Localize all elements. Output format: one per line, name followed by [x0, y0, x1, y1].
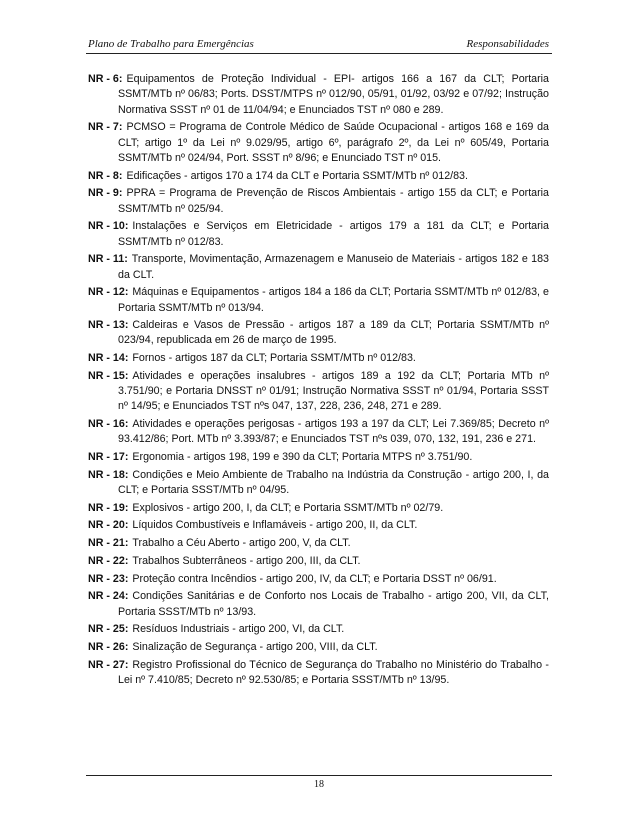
regulation-entry — [88, 219, 549, 250]
regulation-text: Transporte, Movimentação, Armazenagem e Manuseio de Materiais - artigos 182 e 183 da CLT. — [118, 253, 549, 281]
regulation-entry — [88, 501, 549, 516]
regulation-text: Caldeiras e Vasos de Pressão - artigos 187 a 189 da CLT; Portaria SSMT/MTb nº 023/94, republicada em 26 de março de 1995. — [118, 319, 549, 347]
regulation-code: NR - 13: — [88, 319, 129, 332]
header-rule — [86, 53, 552, 54]
regulation-entry — [88, 518, 549, 533]
regulation-text: Trabalho a Céu Aberto - artigo 200, V, da CLT. — [132, 537, 351, 550]
regulation-list — [88, 72, 549, 691]
regulation-text: Atividades e operações insalubres - artigos 189 a 192 da CLT; Portaria MTb nº 3.751/90; e Portaria DNSST nº 01/91; Instrução Normativa SSST nº 01/94, Portaria SSST nº 14/95; e Enunciados TST nºs 047, 137, 228, 236, 248, 271 e 289. — [118, 369, 549, 413]
regulation-text: Edificações - artigos 170 a 174 da CLT e Portaria SSMT/MTb nº 012/83. — [126, 169, 468, 182]
regulation-code: NR - 19: — [88, 501, 129, 514]
regulation-text: Proteção contra Incêndios - artigo 200, IV, da CLT; e Portaria DSST nº 06/91. — [132, 572, 497, 585]
regulation-text: Condições e Meio Ambiente de Trabalho na Indústria da Construção - artigo 200, I, da CLT; e Portaria SSST/MTb nº 04/95. — [118, 468, 549, 497]
regulation-code: NR - 17: — [88, 451, 129, 464]
regulation-text: Ergonomia - artigos 198, 199 e 390 da CLT; Portaria MTPS nº 3.751/90. — [132, 451, 473, 464]
regulation-code: NR - 11: — [88, 253, 128, 266]
regulation-text: Registro Profissional do Técnico de Segurança do Trabalho no Ministério do Trabalho - Lei nº 7.410/85; Decreto nº 92.530/85; e Portaria SSST/MTb nº 13/95. — [118, 658, 549, 686]
header-section-title: Responsabilidades — [466, 38, 549, 50]
regulation-code: NR - 20: — [88, 519, 129, 532]
regulation-text: Máquinas e Equipamentos - artigos 184 a 186 da CLT; Portaria SSMT/MTb nº 012/83, e Portaria SSMT/MTb nº 013/94. — [118, 286, 549, 314]
regulation-code: NR - 18: — [88, 468, 129, 481]
page-header — [88, 38, 549, 52]
regulation-text: Resíduos Industriais - artigo 200, VI, da CLT. — [132, 623, 345, 636]
regulation-entry — [88, 658, 549, 689]
footer-rule — [86, 775, 552, 776]
regulation-entry — [88, 186, 549, 217]
regulation-entry — [88, 72, 549, 118]
regulation-entry — [88, 640, 549, 655]
regulation-code: NR - 8: — [88, 169, 123, 182]
regulation-code: NR - 7: — [88, 121, 123, 134]
regulation-code: NR - 15: — [88, 369, 129, 382]
regulation-code: NR - 27: — [88, 658, 129, 671]
regulation-code: NR - 24: — [88, 590, 129, 603]
regulation-entry — [88, 622, 549, 637]
regulation-text: Sinalização de Segurança - artigo 200, VIII, da CLT. — [132, 640, 378, 653]
regulation-code: NR - 12: — [88, 286, 129, 299]
regulation-text: Condições Sanitárias e de Conforto nos Locais de Trabalho - artigo 200, VII, da CLT, Portaria SSST/MTb nº 13/93. — [118, 590, 549, 618]
regulation-code: NR - 21: — [88, 537, 129, 550]
regulation-code: NR - 16: — [88, 418, 129, 431]
regulation-code: NR - 25: — [88, 623, 129, 636]
regulation-entry — [88, 536, 549, 551]
regulation-entry — [88, 120, 549, 166]
regulation-entry — [88, 285, 549, 316]
regulation-entry — [88, 417, 549, 448]
regulation-code: NR - 9: — [88, 187, 123, 200]
regulation-entry — [88, 468, 549, 499]
regulation-entry — [88, 589, 549, 620]
regulation-entry — [88, 351, 549, 366]
regulation-text: PCMSO = Programa de Controle Médico de Saúde Ocupacional - artigos 168 e 169 da CLT; artigo 1º da Lei nº 9.029/95, artigo 6º, parágrafo 2º, da Lei nº 605/49, Portaria SSMT/MTb nº 024/94, Port. SSST nº 8/96; e Enunciado TST nº 015. — [118, 121, 549, 164]
regulation-entry — [88, 450, 549, 465]
regulation-code: NR - 6: — [88, 73, 123, 85]
header-document-title: Plano de Trabalho para Emergências — [88, 38, 254, 50]
page-number: 18 — [314, 779, 324, 790]
regulation-entry — [88, 252, 549, 283]
regulation-text: Atividades e operações perigosas - artigos 193 a 197 da CLT; Lei 7.369/85; Decreto nº 93.412/86; Port. MTb nº 3.393/87; e Enunciados TST nºs 039, 070, 132, 191, 236 e 271. — [118, 418, 549, 446]
regulation-text: Equipamentos de Proteção Individual - EPI- artigos 166 a 167 da CLT; Portaria SSMT/MTb nº 06/83; Ports. DSST/MTPS nº 012/90, 05/91, 01/92, 03/92 e 07/92; Instrução Normativa SSST nº 01 de 11/04/94; e Enunciados TST nº 080 e 289. — [118, 73, 549, 116]
regulation-entry — [88, 572, 549, 587]
regulation-entry — [88, 318, 549, 349]
regulation-code: NR - 14: — [88, 352, 129, 365]
regulation-text: Líquidos Combustíveis e Inflamáveis - artigo 200, II, da CLT. — [132, 519, 418, 532]
regulation-code: NR - 26: — [88, 640, 129, 653]
regulation-code: NR - 23: — [88, 572, 129, 585]
regulation-entry — [88, 369, 549, 415]
regulation-text: PPRA = Programa de Prevenção de Riscos Ambientais - artigo 155 da CLT; e Portaria SSMT/MTb nº 025/94. — [118, 187, 549, 215]
regulation-text: Trabalhos Subterrâneos - artigo 200, III, da CLT. — [132, 554, 361, 567]
regulation-code: NR - 22: — [88, 554, 129, 567]
regulation-entry — [88, 169, 549, 184]
regulation-entry — [88, 554, 549, 569]
regulation-text: Explosivos - artigo 200, I, da CLT; e Portaria SSMT/MTb nº 02/79. — [132, 501, 444, 514]
regulation-text: Fornos - artigos 187 da CLT; Portaria SSMT/MTb nº 012/83. — [132, 352, 416, 365]
regulation-code: NR - 10: — [88, 220, 129, 233]
regulation-text: Instalações e Serviços em Eletricidade - artigos 179 a 181 da CLT; e Portaria SSMT/MTb nº 012/83. — [118, 220, 549, 248]
